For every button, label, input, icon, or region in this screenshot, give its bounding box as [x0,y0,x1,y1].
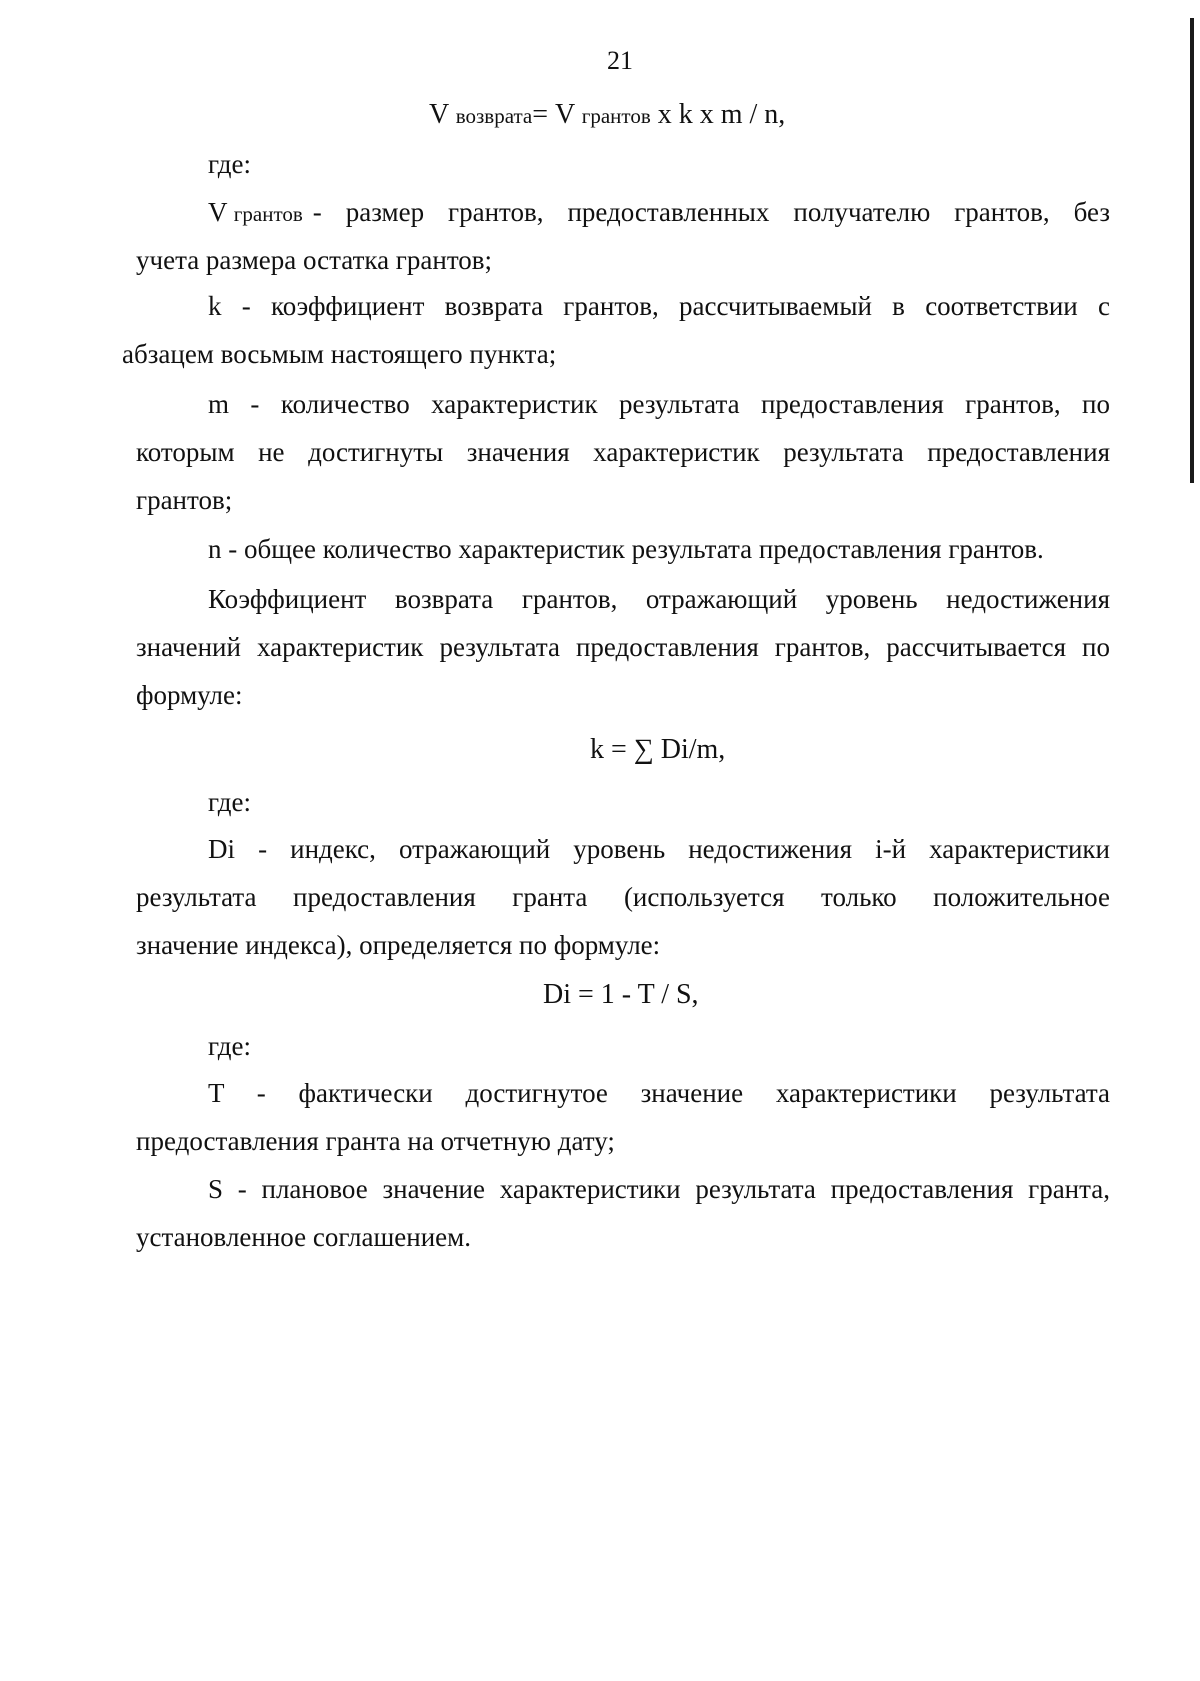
definition-di-line-2: результата предоставления гранта (используется только положительное [136,882,1110,912]
definition-v-line-2: учета размера остатка грантов; [136,245,493,275]
definition-di-line-3: значение индекса), определяется по формуле: [136,930,661,960]
definition-v-symbol: V [208,197,228,227]
formula-refund-v: V [429,99,449,130]
definition-k [122,290,1110,386]
definition-m-line-2: которым не достигнуты значения характеристик результата предоставления [136,437,1110,467]
definition-m [136,388,1110,532]
definition-t [136,1077,1110,1173]
definition-v-line-1 [136,196,1110,244]
coefficient-paragraph [136,583,1110,727]
definition-m-line-3: грантов; [136,485,233,515]
definition-di-line-1: Di - индекс, отражающий уровень недостижения i-й характеристики [208,834,1110,864]
formula-refund-v2-sub: грантов [581,104,651,128]
formula-refund-v2: V [555,99,575,130]
where-label-2: где: [208,787,251,817]
scan-edge-line [1190,18,1194,483]
definition-di [136,833,1110,977]
definition-k-line-1: k - коэффициент возврата грантов, рассчитываемый в соответствии с [208,291,1110,321]
definition-n [136,533,1110,581]
where-label-1: где: [208,149,251,179]
where-label-3: где: [208,1031,251,1061]
formula-refund-rest: x k x m / n, [657,99,786,130]
page-number: 21 [607,46,633,75]
definition-v-text: - размер грантов, предоставленных получателю грантов, без [312,197,1110,227]
definition-s [136,1173,1110,1269]
formula-index: Di = 1 - T / S, [543,979,699,1010]
definition-v [136,196,1110,292]
definition-s-line-1: S - плановое значение характеристики результата предоставления гранта, [208,1174,1110,1204]
definition-v-symbol-group [208,196,303,244]
definition-k-line-2: абзацем восьмым настоящего пункта; [122,339,557,369]
definition-v-symbol-sub: грантов [233,202,303,226]
definition-m-line-1: m - количество характеристик результата предоставления грантов, по [208,389,1110,419]
formula-coefficient: k = ∑ Di/m, [590,734,726,765]
coefficient-paragraph-line-1: Коэффициент возврата грантов, отражающий уровень недостижения [208,584,1110,614]
definition-t-line-1: T - фактически достигнутое значение характеристики результата [208,1078,1110,1108]
coefficient-paragraph-line-3: формуле: [136,680,243,710]
definition-s-line-2: установленное соглашением. [136,1222,471,1252]
definition-n-line-1: n - общее количество характеристик результата предоставления грантов. [208,534,1044,564]
formula-refund [429,98,785,133]
definition-t-line-2: предоставления гранта на отчетную дату; [136,1126,615,1156]
formula-refund-eq: = [532,99,549,130]
formula-refund-v-sub: возврата [455,104,533,128]
coefficient-paragraph-line-2: значений характеристик результата предоставления грантов, рассчитывается по [136,632,1110,662]
